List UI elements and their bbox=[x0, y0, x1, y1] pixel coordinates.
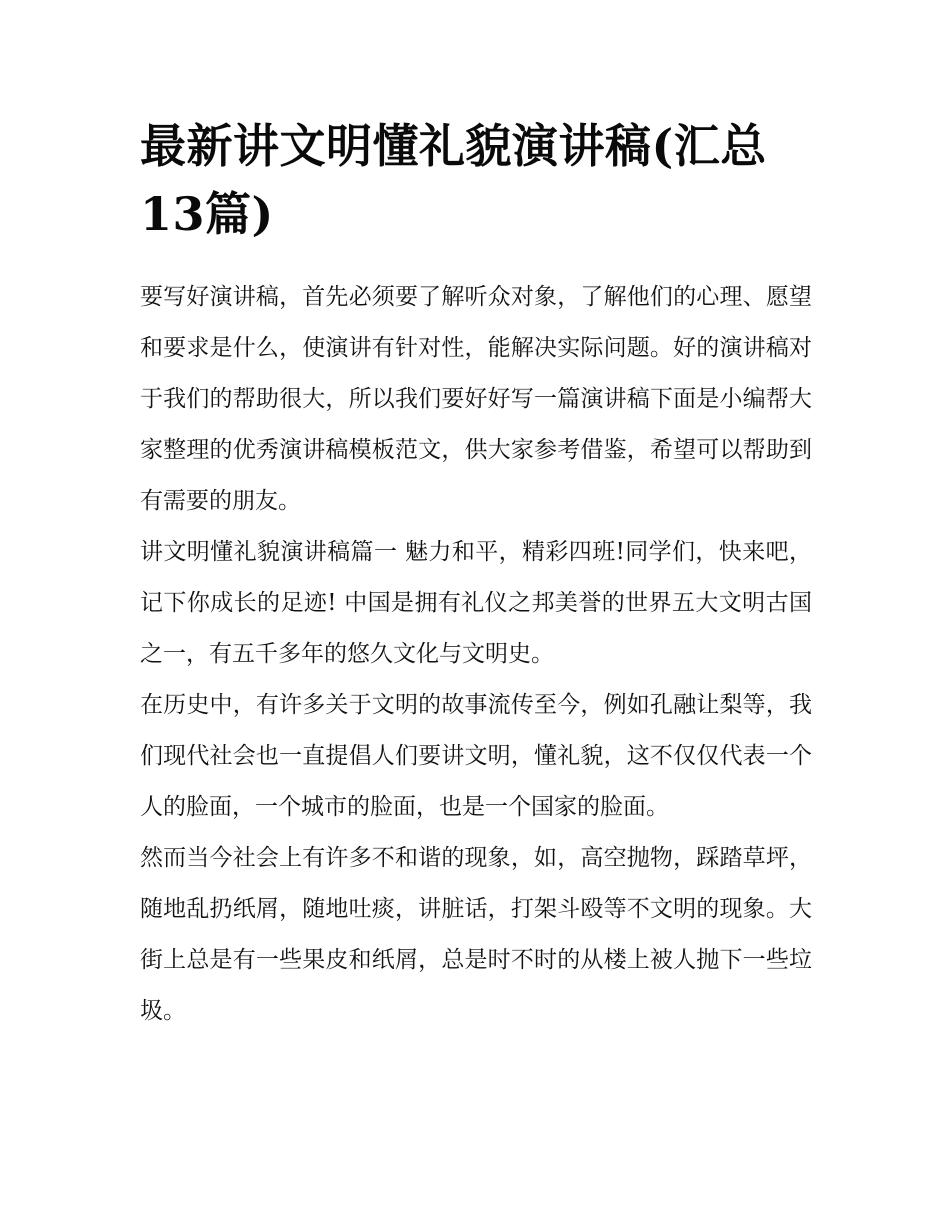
document-page bbox=[140, 112, 812, 1037]
paragraph-history: 在历史中，有许多关于文明的故事流传至今，例如孔融让梨等，我们现代社会也一直提倡人们要讲文明，懂礼貌，这不仅仅代表一个人的脸面，一个城市的脸面，也是一个国家的脸面。 bbox=[140, 692, 812, 820]
document-title: 最新讲文明懂礼貌演讲稿(汇总13篇) bbox=[140, 119, 767, 241]
document-body bbox=[140, 272, 812, 1037]
paragraph-chapter-one: 讲文明懂礼貌演讲稿篇一 魅力和平，精彩四班!同学们，快来吧，记下你成长的足迹! 中国是拥有礼仪之邦美誉的世界五大文明古国之一，有五千多年的悠久文化与文明史。 bbox=[140, 539, 812, 667]
paragraph-intro: 要写好演讲稿，首先必须要了解听众对象，了解他们的心理、愿望和要求是什么，使演讲有针对性，能解决实际问题。好的演讲稿对于我们的帮助很大，所以我们要好好写一篇演讲稿下面是小编帮大家整理的优秀演讲稿模板范文，供大家参考借鉴，希望可以帮助到有需要的朋友。 bbox=[140, 284, 812, 514]
paragraph-society: 然而当今社会上有许多不和谐的现象，如，高空抛物，踩踏草坪，随地乱扔纸屑，随地吐痰，讲脏话，打架斗殴等不文明的现象。大街上总是有一些果皮和纸屑，总是时不时的从楼上被人抛下一些垃圾。 bbox=[140, 845, 812, 1024]
